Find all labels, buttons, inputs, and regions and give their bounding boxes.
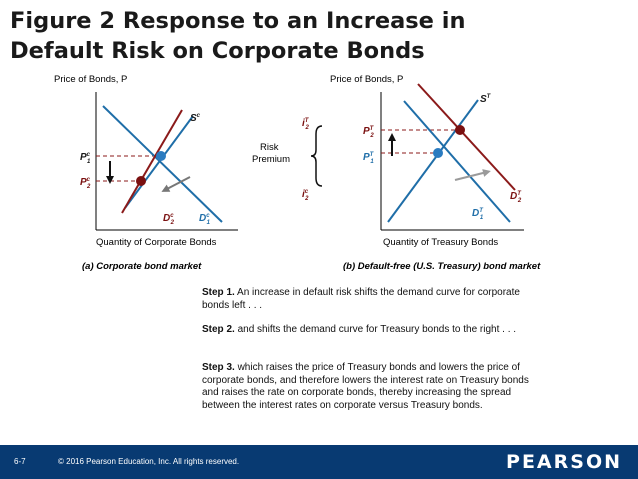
copyright-text: © 2016 Pearson Education, Inc. All rights reserved. xyxy=(58,457,240,466)
right-demand-d2-curve xyxy=(418,84,515,190)
step-2-text xyxy=(202,324,542,337)
left-d2-label: $D^c$ 2 xyxy=(163,213,174,226)
step-1-label: Step 1. xyxy=(202,287,235,298)
step-2-body: and shifts the demand curve for Treasury bonds to the right . . . xyxy=(234,324,517,335)
left-p2-label: $P^c$ 2 xyxy=(80,177,91,190)
step-1-body: An increase in default risk shifts the demand curve for corporate bonds left . . . xyxy=(202,287,520,311)
left-supply-label: $S^c$ xyxy=(190,113,201,124)
right-y-axis-label: Price of Bonds, P xyxy=(330,74,404,85)
pearson-logo: PEARSON xyxy=(506,451,622,473)
left-equilibrium-1 xyxy=(156,151,166,161)
page-number: 6-7 xyxy=(14,457,26,466)
right-p2-label: $P^T$ 2 xyxy=(363,126,374,139)
step-1-text xyxy=(202,287,542,312)
step-3-body: which raises the price of Treasury bonds and lowers the price of corporate bonds, and therefore lowers the interest rate on Treasury bonds and raises the rate on corporate bonds, thereby increasing the spread between the interest rates on corporate versus Treasury bonds. xyxy=(202,362,529,411)
right-equilibrium-1 xyxy=(433,148,443,158)
left-d1-label: $D^c$ 1 xyxy=(199,213,210,226)
i-bottom-label: $i^c$ 2 xyxy=(302,189,309,202)
left-caption: (a) Corporate bond market xyxy=(82,261,202,272)
right-d2-label: $D^T$ 2 xyxy=(510,191,522,204)
risk-premium-brace xyxy=(311,126,322,186)
risk-premium-line-1: Risk xyxy=(260,142,279,153)
right-supply-label: $S^T$ xyxy=(480,94,491,105)
footer-bar xyxy=(0,445,638,479)
risk-premium-line-2: Premium xyxy=(252,154,291,165)
right-d1-label: $D^T$ 1 xyxy=(472,208,484,221)
right-x-axis-label: Quantity of Treasury Bonds xyxy=(383,237,499,248)
left-supply-curve xyxy=(103,106,222,222)
left-y-axis-label: Price of Bonds, P xyxy=(54,74,128,85)
right-caption: (b) Default-free (U.S. Treasury) bond market xyxy=(343,261,541,272)
i-top-label: $i^T$ 2 xyxy=(302,118,309,131)
title-line-2: Default Risk on Corporate Bonds xyxy=(10,38,425,64)
left-demand-d2-curve xyxy=(122,110,182,213)
step-2-label: Step 2. xyxy=(202,324,235,335)
step-3-label: Step 3. xyxy=(202,362,235,373)
title-line-1: Figure 2 Response to an Increase in xyxy=(10,8,466,34)
right-equilibrium-2 xyxy=(455,125,465,135)
left-demand-d1-curve xyxy=(125,116,193,208)
right-demand-d1-curve xyxy=(388,100,478,222)
left-x-axis-label: Quantity of Corporate Bonds xyxy=(96,237,217,248)
right-p1-label: $P^T$ 1 xyxy=(363,152,374,165)
left-equilibrium-2 xyxy=(136,176,146,186)
right-supply-curve xyxy=(404,101,510,222)
step-3-text xyxy=(202,362,542,412)
left-p1-label: $P^c$ 1 xyxy=(80,152,91,165)
